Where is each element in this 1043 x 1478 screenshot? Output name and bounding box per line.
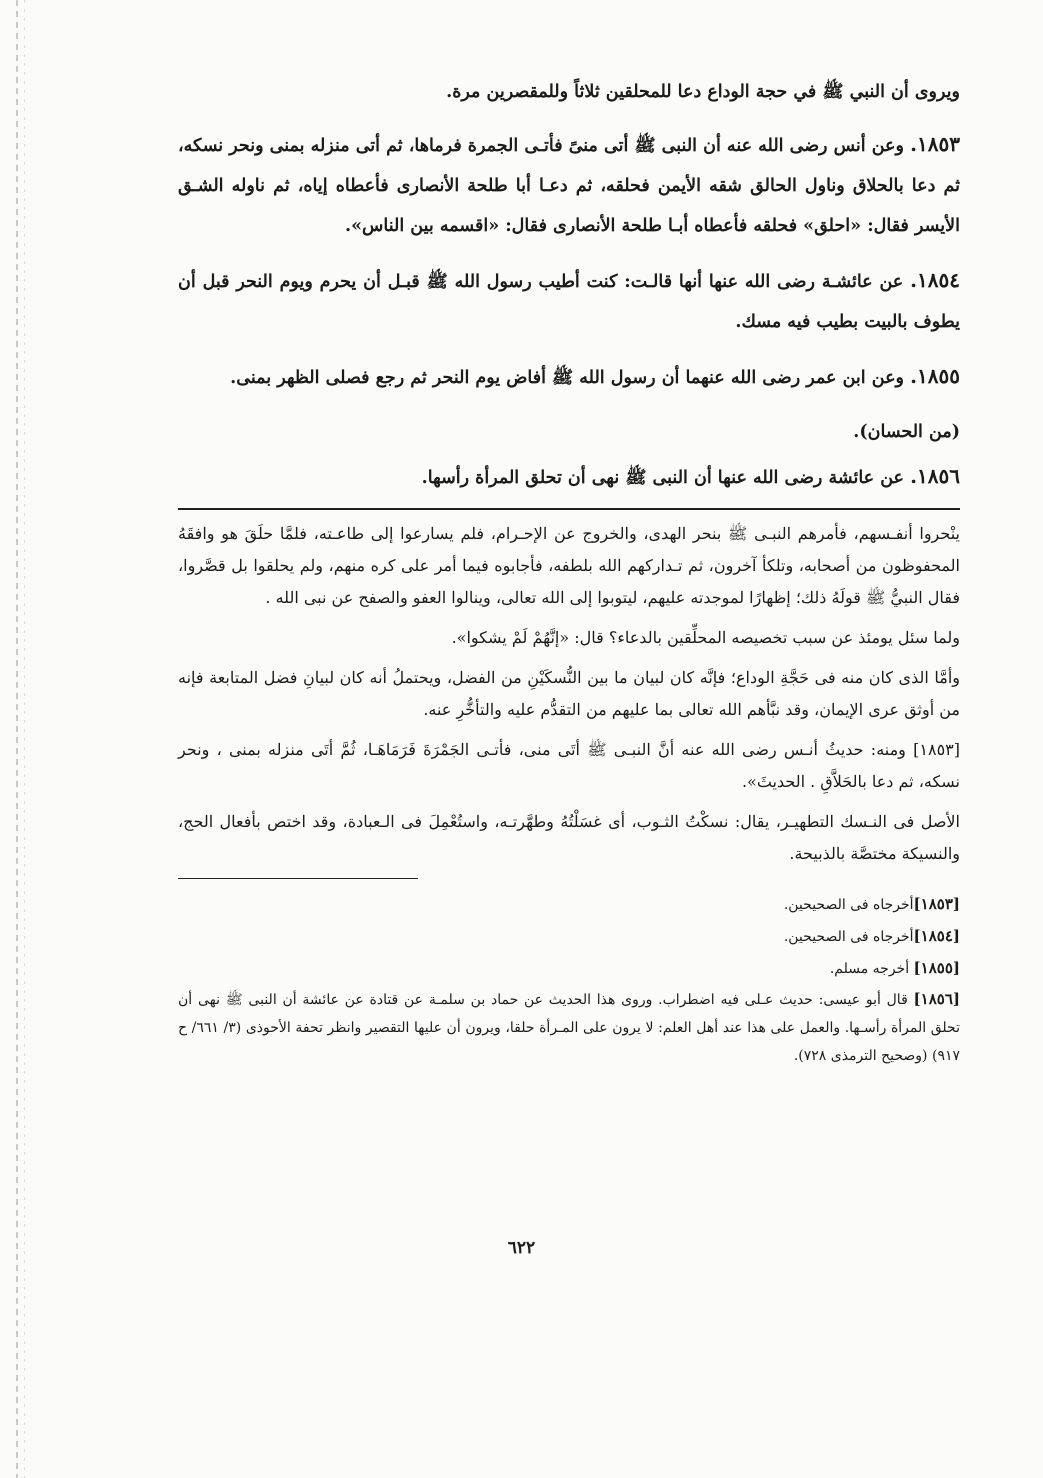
- footnote-number-1855: [١٨٥٥]: [913, 959, 960, 977]
- hadith-1854: [178, 260, 960, 342]
- page-content: [178, 72, 960, 1070]
- footnote-text-1856: قال أبو عيسى: حديث عـلى فيه اضطراب. وروى هذا الحديث عن حماد بن سلمـة عن قتادة عن عائشة أن النبى ﷺ نهى أن تحلق المرأة رأسـها. والعمل على هذا عند أهل العلم: لا يرون على المـرأة حلقا، ويرون أن عليها التقصير وانظر تحفة الأحوذى (٣/ ٦٦١/ ح ٩١٧) (وصحيح الترمذى ٧٢٨).: [178, 992, 960, 1064]
- hadith-number-1853: ١٨٥٣.: [910, 132, 960, 156]
- footnote-1856: [178, 985, 960, 1070]
- hadith-text-1856: عن عائشة رضى الله عنها أن النبى ﷺ نهى أن تحلق المرأة رأسها.: [421, 468, 911, 488]
- hadith-text-1855: وعن ابن عمر رضى الله عنهما أن رسول الله ﷺ أفاض يوم النحر ثم رجع فصلى الظهر بمنى.: [230, 368, 911, 388]
- hadith-number-1855: ١٨٥٥.: [910, 364, 960, 388]
- main-text: [178, 72, 960, 498]
- hadith-text-1854: عن عائشـة رضى الله عنها أنها قالـت: كنت أطيب رسول الله ﷺ قبـل أن يحرم ويوم النحر قبل أن يطوف بالبيت بطيب فيه مسك.: [178, 272, 960, 332]
- commentary-paragraph-4: [١٨٥٣] ومنه: حديثُ أنـس رضى الله عنه أنَّ النبـى ﷺ أتَى منى، فأتـى الجَمْرَةَ فَرَمَاهَـا، ثُمَّ أتَى منزله بمنى ، ونحر نسكه، ثم دعا بالحَلاَّقِ . الحديثَ».: [178, 740, 960, 791]
- footnote-1854: [178, 921, 960, 953]
- footnote-number-1854: [١٨٥٤]: [913, 927, 960, 945]
- footnote-number-1853: [١٨٥٣]: [913, 895, 960, 913]
- footnote-text-1854: أخرجاه فى الصحيحين.: [783, 929, 914, 945]
- footnote-separator: [178, 878, 418, 879]
- main-separator: [178, 508, 960, 510]
- footnote-1855: [178, 953, 960, 985]
- hadith-number-1854: ١٨٥٤.: [910, 268, 960, 292]
- hadith-1855: [178, 356, 960, 398]
- footnote-1853: [178, 889, 960, 921]
- hadith-text-1853: وعن أنس رضى الله عنه أن النبى ﷺ أتى منىً فأتـى الجمرة فرماها، ثم أتى منزله بمنى ونحر نسكه، ثم دعا بالحلاق وناول الحالق شقه الأيمن فحلقه، ثم دعـا أبا طلحة الأنصارى فأعطاه إياه، ثم ناوله الشـق الأيسر فقال: «احلق» فحلقه فأعطاه أبـا طلحة الأنصارى فقال: «اقسمه بين الناس».: [178, 136, 960, 236]
- commentary-paragraph-3: وأمَّا الذى كان منه فى حَجَّةِ الوداع؛ فإنَّه كان لبيان ما بين النُّسكَيْنِ من الفضل، ويحتملُ أنه كان لبيانِ فضل المتابعة فإنه من أوثق عرى الإيمان، وقد نبَّأهم الله تعالى بما عليهم من التقدُّم عليه والتأخُّرِ عنه.: [178, 668, 960, 719]
- hadith-1853: [178, 124, 960, 246]
- page-number: ٦٢٢: [507, 1238, 536, 1258]
- footnote-text-1853: أخرجاه فى الصحيحين.: [783, 897, 914, 913]
- footnotes-section: [178, 889, 960, 1070]
- hadith-1856: [178, 456, 960, 498]
- commentary-paragraph-1: ينْحروا أنفـسهم، فأمرهم النبـى ﷺ بنحر الهدى، والخروج عن الإحـرام، فلم يسارعوا إلى طاعـته، فلمَّا حلَقَ هو وافقَهُ المحفوظون من أصحابه، وتلكأ آخرون، ثم تـداركهم الله بلطفه، فأجابوه فيما أمر على كره منهم، ولم يحلقوا بل قصَّروا، فقال النبيُّ ﷺ قولَهُ ذلك؛ إظهارًا لموجدته عليهم، ليتوبوا إلى الله تعالى، وينالوا العفو والصفح عن نبى الله .: [178, 524, 960, 607]
- hadith-number-1856: ١٨٥٦.: [910, 464, 960, 488]
- commentary-section: [178, 518, 960, 870]
- commentary-paragraph-5: الأصل فى النـسك التطهيـر، يقال: نسكْتُ الثـوب، أى غسَلْتُهُ وطهَّرتـه، واستُعْمِلَ فى الـعبادة، وقد اختص بأفعال الحج، والنسيكة مختصَّة بالذبيحة.: [178, 812, 960, 863]
- commentary-paragraph-2: ولما سئل يومئذ عن سبب تخصيصه المحلِّقين بالدعاء؟ قال: «إنَّهُمْ لَمْ يشكوا».: [451, 628, 960, 647]
- footnote-text-1855: أخرجه مسلم.: [829, 961, 914, 977]
- footnote-number-1856: [١٨٥٦]: [913, 990, 960, 1008]
- intro-paragraph: ويروى أن النبي ﷺ في حجة الوداع دعا للمحلقين ثلاثاً وللمقصرين مرة.: [446, 82, 960, 102]
- section-label: (من الحسان).: [853, 422, 960, 442]
